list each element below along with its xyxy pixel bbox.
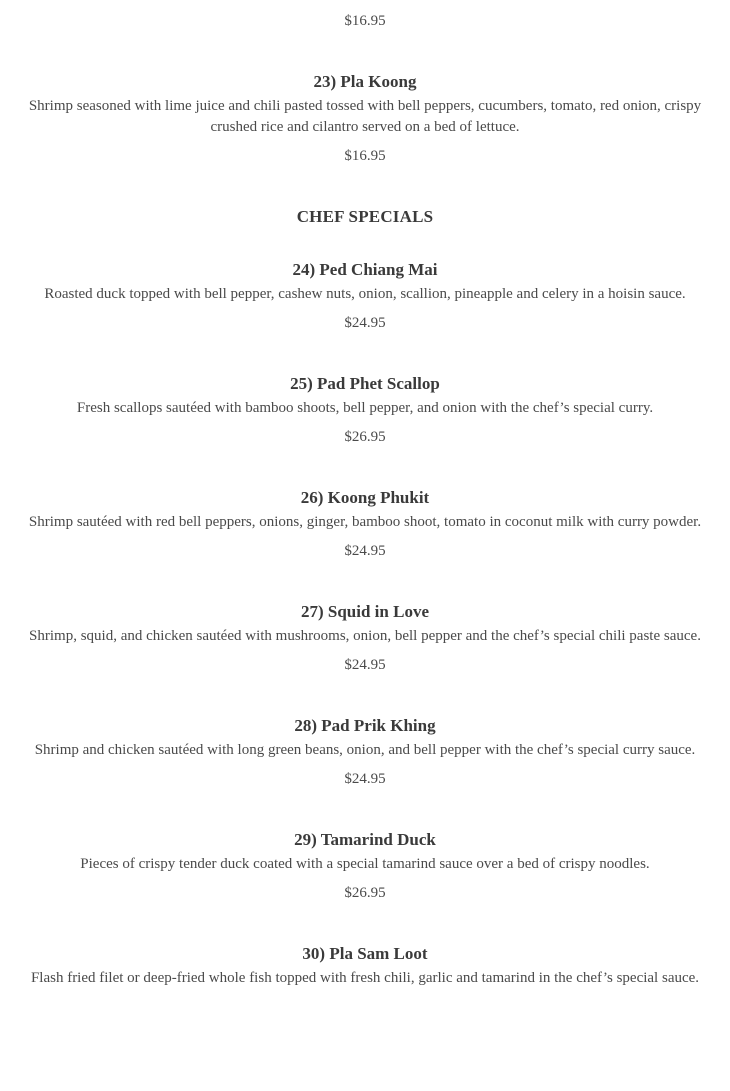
- menu-item-koong-phukit: [0, 487, 730, 562]
- menu-item-title: 24) Ped Chiang Mai: [292, 260, 438, 279]
- menu-item-pla-sam-loot: [0, 943, 730, 989]
- menu-item-partial: [0, 0, 730, 32]
- menu-item-description: Shrimp sautéed with red bell peppers, onions, ginger, bamboo shoot, tomato in coconut milk with curry powder.: [28, 514, 702, 530]
- menu-item-price: $26.95: [344, 885, 386, 901]
- menu-item-tamarind-duck: [0, 829, 730, 904]
- menu-item-description: Pieces of crispy tender duck coated with a special tamarind sauce over a bed of crispy noodles.: [80, 856, 650, 872]
- menu-item-title: 23) Pla Koong: [313, 72, 417, 91]
- menu-item-description: Fresh scallops sautéed with bamboo shoots, bell pepper, and onion with the chef’s special curry.: [76, 400, 654, 416]
- menu-item-price: $24.95: [344, 657, 386, 673]
- menu-item-description: [0, 0, 730, 3]
- menu-item-squid-in-love: [0, 601, 730, 676]
- menu-item-price: $26.95: [344, 429, 386, 445]
- menu-item-title: 29) Tamarind Duck: [294, 830, 436, 849]
- menu-item-title: 28) Pad Prik Khing: [294, 716, 436, 735]
- menu-item-ped-chiang-mai: [0, 259, 730, 334]
- menu-item-description: Shrimp and chicken sautéed with long green beans, onion, and bell pepper with the chef’s special curry sauce.: [34, 742, 696, 758]
- menu-item-description: Roasted duck topped with bell pepper, cashew nuts, onion, scallion, pineapple and celery in a hoisin sauce.: [44, 286, 686, 302]
- menu-item-title: 27) Squid in Love: [300, 602, 429, 621]
- menu-item-title: 30) Pla Sam Loot: [302, 944, 428, 963]
- menu-item-price: $24.95: [344, 315, 386, 331]
- menu-item-title: 26) Koong Phukit: [300, 488, 430, 507]
- menu-item-description: Shrimp seasoned with lime juice and chili pasted tossed with bell peppers, cucumbers, tomato, red onion, crispy crushed rice and cilantro served on a bed of lettuce.: [28, 98, 702, 135]
- menu-item-pad-phet-scallop: [0, 373, 730, 448]
- menu-item-pad-prik-khing: [0, 715, 730, 790]
- menu-item-description: Flash fried filet or deep-fried whole fish topped with fresh chili, garlic and tamarind in the chef’s special sauce.: [30, 970, 700, 986]
- menu-item-description: Shrimp, squid, and chicken sautéed with mushrooms, onion, bell pepper and the chef’s special chili paste sauce.: [29, 628, 701, 644]
- section-heading-chef-specials: CHEF SPECIALS: [296, 207, 434, 226]
- menu-item-price: $24.95: [344, 771, 386, 787]
- menu-item-price: $16.95: [344, 148, 386, 164]
- menu-item-pla-koong: [0, 71, 730, 167]
- menu-item-price: $24.95: [344, 543, 386, 559]
- menu-item-title: 25) Pad Phet Scallop: [290, 374, 440, 393]
- menu-item-price: $16.95: [344, 13, 386, 29]
